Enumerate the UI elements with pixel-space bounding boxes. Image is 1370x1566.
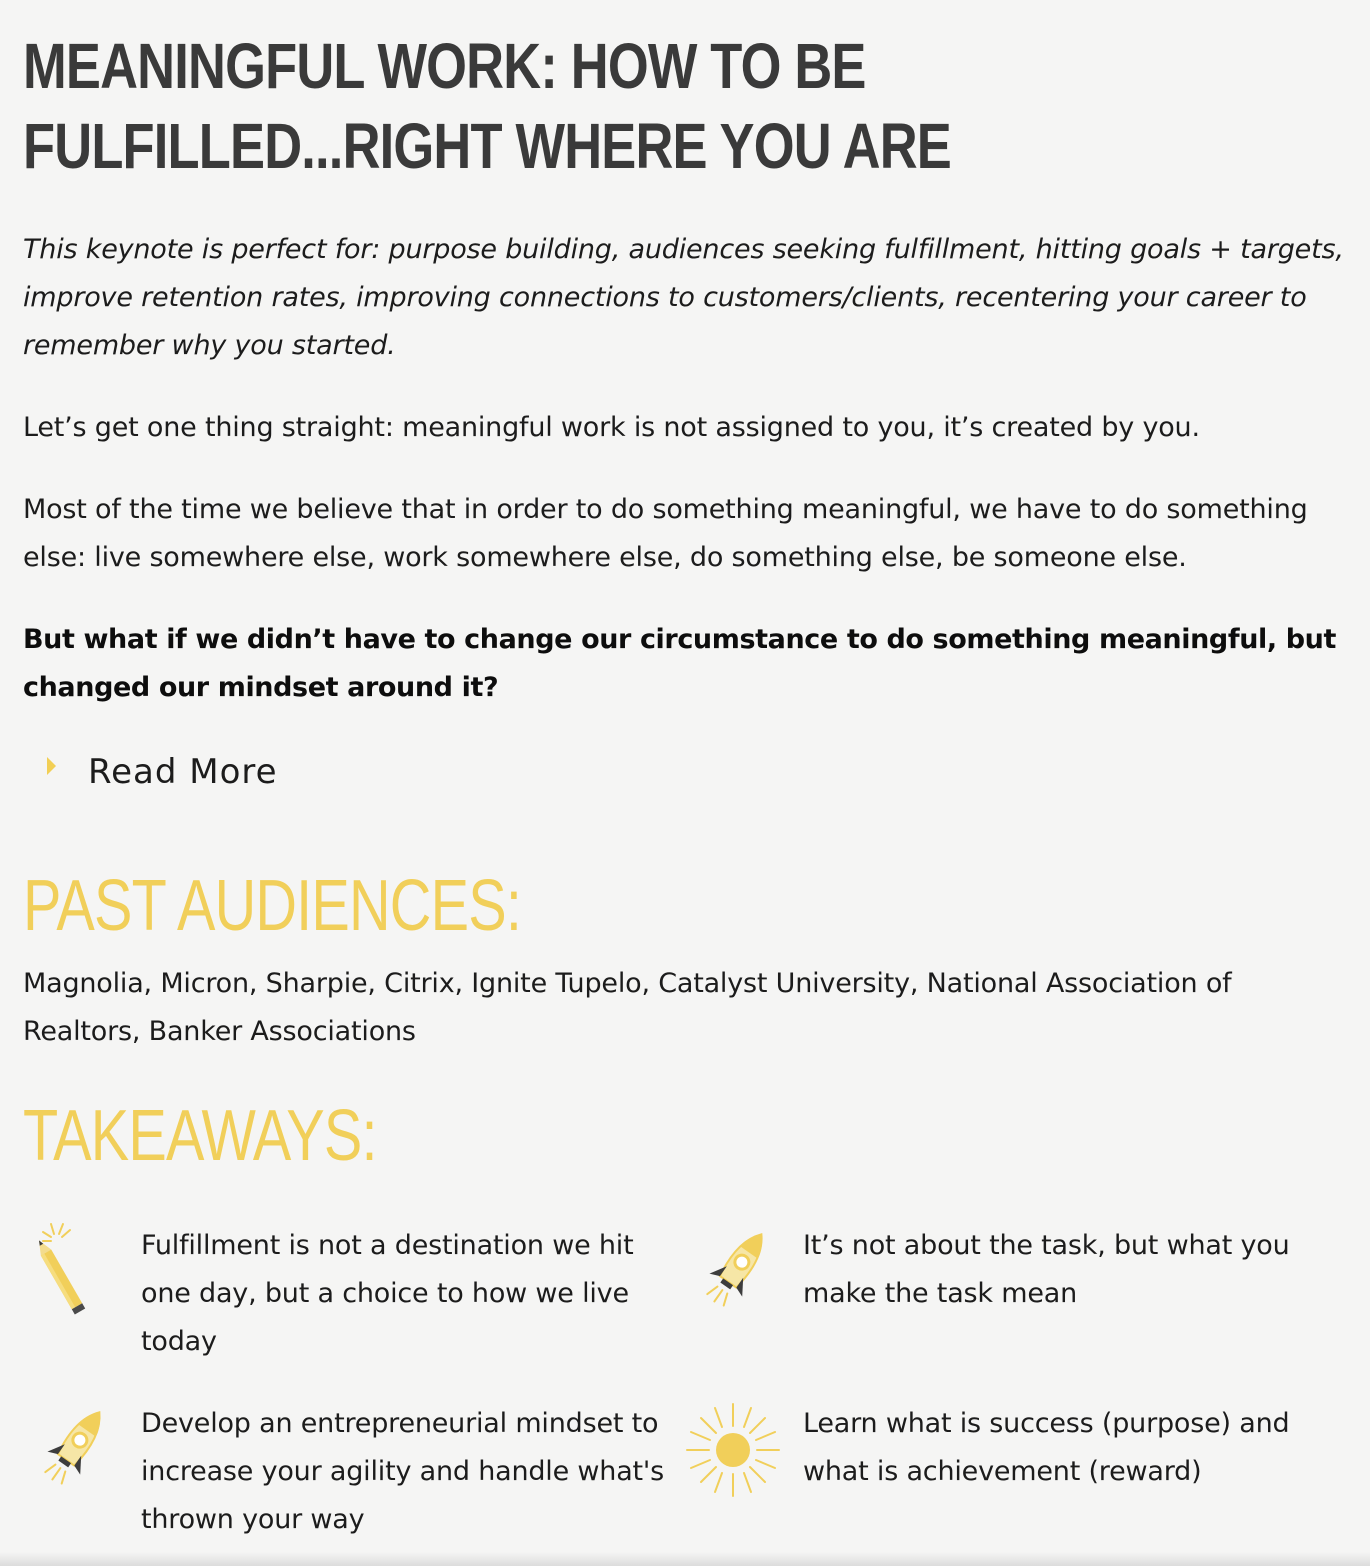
- read-more-label: Read More: [88, 752, 278, 792]
- takeaway-text: It’s not about the task, but what you make the task mean: [803, 1230, 1290, 1309]
- takeaways-heading: TAKEAWAYS:: [23, 1096, 377, 1176]
- body-paragraph-bold: But what if we didn’t have to change our circumstance to do something meaningful, but changed our mindset around it?: [23, 624, 1336, 703]
- takeaway-text: Fulfillment is not a destination we hit one day, but a choice to how we live today: [141, 1230, 634, 1357]
- bottom-edge-shadow: [0, 1552, 1370, 1566]
- past-audiences-list: Magnolia, Micron, Sharpie, Citrix, Ignite Tupelo, Catalyst University, National Association of Realtors, Banker Associations: [23, 968, 1232, 1047]
- pencil-icon: [23, 1222, 123, 1332]
- sun-icon: [685, 1400, 785, 1510]
- takeaway-item: [23, 1222, 634, 1372]
- intro-paragraph: This keynote is perfect for: purpose building, audiences seeking fulfillment, hitting goals + targets, improve retention rates, improving connections to customers/clients, recentering your career to remember why you started.: [23, 234, 1344, 361]
- page-title-line-1: MEANINGFUL WORK: HOW TO BE: [23, 30, 866, 102]
- takeaway-item: [685, 1400, 1290, 1550]
- takeaway-item: [685, 1222, 1290, 1372]
- page-title: [23, 26, 1007, 186]
- read-more-toggle[interactable]: [47, 752, 278, 792]
- caret-right-icon: [47, 757, 56, 775]
- past-audiences-heading: PAST AUDIENCES:: [23, 866, 522, 946]
- rocket-icon: [685, 1222, 785, 1332]
- rocket-icon: [23, 1400, 123, 1510]
- body-paragraph-1: Let’s get one thing straight: meaningful work is not assigned to you, it’s created by you.: [23, 412, 1200, 443]
- takeaway-item: [23, 1400, 665, 1550]
- body-paragraph-2: Most of the time we believe that in order to do something meaningful, we have to do something else: live somewhere else, work somewhere else, do something else, be someone else.: [23, 494, 1308, 573]
- page-title-line-2: FULFILLED...RIGHT WHERE YOU ARE: [23, 110, 951, 182]
- takeaway-text: Develop an entrepreneurial mindset to increase your agility and handle what's thrown your way: [141, 1408, 665, 1535]
- takeaway-text: Learn what is success (purpose) and what is achievement (reward): [803, 1408, 1290, 1487]
